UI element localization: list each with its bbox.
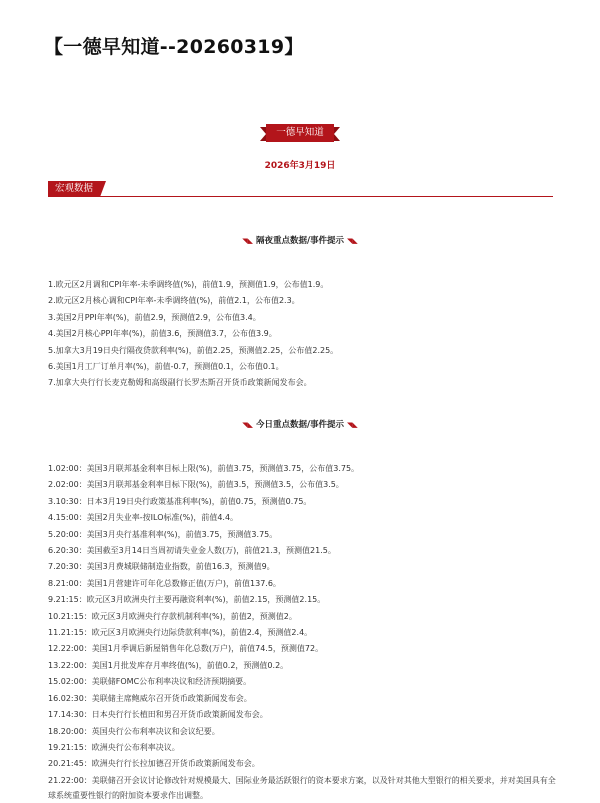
triangle-icon: ◥◣: [242, 421, 253, 429]
list-item: 3.10:30：日本3月19日央行政策基准利率(%)，前值0.75，预测值0.75。: [48, 496, 312, 506]
banner-label: 一德早知道: [266, 124, 334, 142]
section-divider: [48, 196, 553, 197]
report-date: 2026年3月19日: [264, 161, 336, 171]
list-item: 18.20:00：英国央行公布利率决议和会议纪要。: [48, 726, 220, 736]
list-item: 11.21:15：欧元区3月欧洲央行边际贷款利率(%)，前值2.4，预测值2.4。: [48, 628, 313, 638]
today-heading-text: 今日重点数据/事件提示: [255, 420, 345, 430]
overnight-heading: [0, 234, 600, 246]
list-item: 7.加拿大央行行长麦克勒姆和高级副行长罗杰斯召开货币政策新闻发布会。: [48, 378, 312, 388]
list-item: 10.21:15：欧元区3月欧洲央行存款机制利率(%)，前值2，预测值2。: [48, 611, 297, 621]
list-item: 20.21:45：欧洲央行行长拉加德召开货币政策新闻发布会。: [48, 759, 260, 769]
list-item: 16.02:30：美联储主席鲍威尔召开货币政策新闻发布会。: [48, 693, 252, 703]
overnight-list: [48, 277, 558, 392]
list-item: 21.22:00：美联储召开会议讨论修改针对规模最大、国际业务最活跃银行的资本要求方案，以及针对其他大型银行的相关要求，并对美国具有全球系统重要性银行的附加资本要求作出调整。: [48, 775, 556, 800]
list-item: 12.22:00：美国1月季调后新屋销售年化总数(万户)，前值74.5，预测值72。: [48, 644, 324, 654]
today-list: [48, 461, 558, 803]
list-item: 5.加拿大3月19日央行隔夜贷款利率(%)，前值2.25，预测值2.25，公布值2.25。: [48, 345, 339, 355]
list-item: 1.欧元区2月调和CPI年率-未季调终值(%)，前值1.9，预测值1.9，公布值1.9。: [48, 280, 329, 289]
triangle-icon: ◥◣: [347, 237, 358, 245]
list-item: 4.美国2月核心PPI年率(%)，前值3.6，预测值3.7，公布值3.9。: [48, 329, 277, 339]
list-item: 6.20:30：美国截至3月14日当周初请失业金人数(万)，前值21.3，预测值21.5。: [48, 546, 336, 556]
list-item: 1.02:00：美国3月联邦基金利率目标上限(%)，前值3.75，预测值3.75，公布值3.75。: [48, 464, 360, 473]
section-tag-corner: [100, 181, 106, 197]
today-heading: [0, 418, 600, 430]
list-item: 6.美国1月工厂订单月率(%)，前值-0.7，预测值0.1，公布值0.1。: [48, 362, 284, 372]
list-item: 7.20:30：美国3月费城联储制造业指数，前值16.3，预测值9。: [48, 562, 275, 572]
list-item: 2.02:00：美国3月联邦基金利率目标下限(%)，前值3.5，预测值3.5，公布值3.5。: [48, 480, 344, 490]
list-item: 3.美国2月PPI年率(%)，前值2.9，预测值2.9，公布值3.4。: [48, 312, 261, 322]
list-item: 5.20:00：美国3月央行基准利率(%)，前值3.75，预测值3.75。: [48, 529, 278, 539]
list-item: 19.21:15：欧洲央行公布利率决议。: [48, 742, 180, 752]
list-item: 13.22:00：美国1月批发库存月率终值(%)，前值0.2，预测值0.2。: [48, 660, 289, 670]
triangle-icon: ◥◣: [347, 421, 358, 429]
document-title: 【一德早知道--20260319】: [44, 36, 304, 58]
list-item: 4.15:00：美国2月失业率-按ILO标准(%)，前值4.4。: [48, 513, 239, 523]
section-tag-macro: 宏观数据: [48, 181, 100, 197]
list-item: 15.02:00：美联储FOMC公布利率决议和经济预期摘要。: [48, 677, 252, 687]
list-item: 9.21:15：欧元区3月欧洲央行主要再融资利率(%)，前值2.15，预测值2.15。: [48, 595, 326, 605]
list-item: 2.欧元区2月核心调和CPI年率-未季调终值(%)，前值2.1，公布值2.3。: [48, 296, 300, 306]
overnight-heading-text: 隔夜重点数据/事件提示: [255, 236, 345, 246]
banner: [0, 123, 600, 143]
triangle-icon: ◥◣: [242, 237, 253, 245]
list-item: 8.21:00：美国1月营建许可年化总数修正值(万户)，前值137.6。: [48, 578, 281, 588]
banner-ribbon-right: [334, 127, 340, 141]
list-item: 17.14:30：日本央行行长植田和男召开货币政策新闻发布会。: [48, 710, 268, 720]
